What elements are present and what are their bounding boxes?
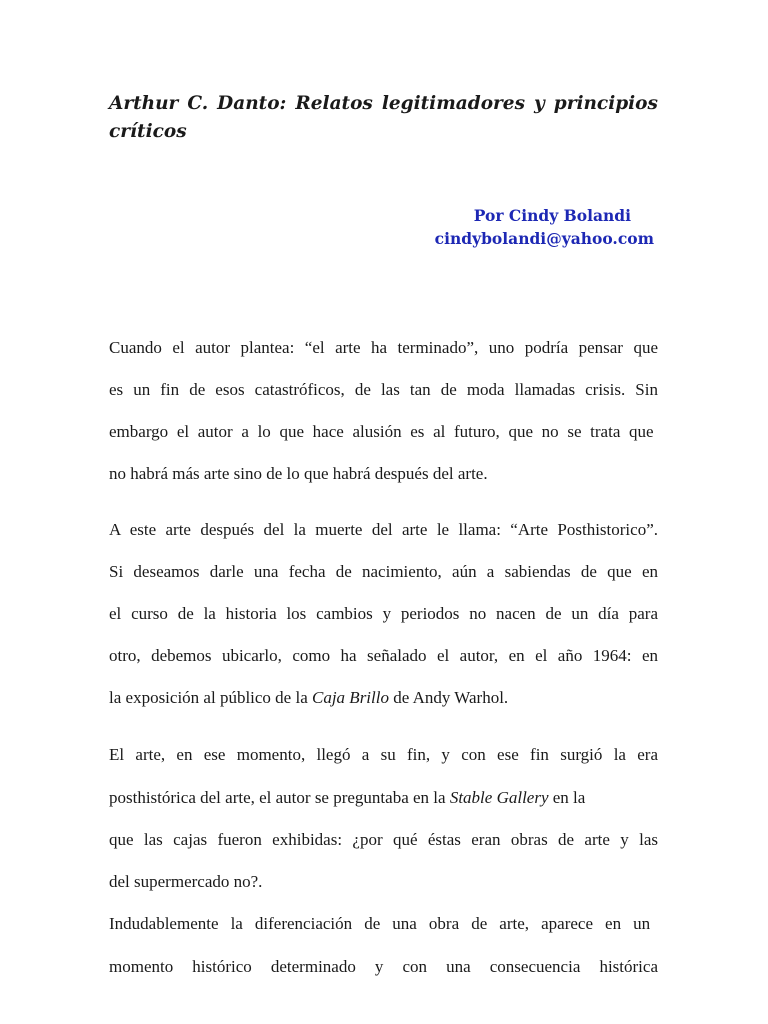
paragraph-line: otro, debemos ubicarlo, como ha señalado el autor, en el año 1964: en [109,646,658,665]
author-name: Por Cindy Bolandi [473,206,631,225]
paragraph-line: es un fin de esos catastróficos, de las tan de moda llamadas crisis. Sin [109,380,658,399]
document-title [109,90,658,146]
paragraph-line: embargo el autor a lo que hace alusión es al futuro, que no se trata que [109,422,654,441]
paragraph-line: no habrá más arte sino de lo que habrá después del arte. [109,464,488,483]
artwork-title: Caja Brillo [312,688,389,707]
title-line-2: críticos [109,121,187,142]
paragraph-line: El arte, en ese momento, llegó a su fin, y con ese fin surgió la era [109,745,658,764]
gallery-name: Stable Gallery [449,788,549,807]
title-word: Arthur [109,93,179,114]
paragraph-line: el curso de la historia los cambios y periodos no nacen de un día para [109,604,658,623]
title-word: Relatos [295,93,373,114]
author-email[interactable]: cindybolandi@yahoo.com [434,229,654,248]
paragraph-line: del supermercado no?. [109,872,263,891]
paragraph-line [109,786,658,810]
paragraph-line: Si deseamos darle una fecha de nacimiento, aún a sabiendas de que en [109,562,658,581]
text-run: posthistórica del arte, el autor se preguntaba en la [109,788,450,807]
paragraph-line: momento histórico determinado y con una consecuencia histórica [109,957,658,976]
paragraph-line: A este arte después del la muerte del arte le llama: “Arte Posthistorico”. [109,520,658,539]
title-word: Danto: [217,93,287,114]
paragraph-line [109,686,658,710]
paragraph-line: Indudablemente la diferenciación de una obra de arte, aparece en un [109,914,651,933]
text-run: en la [548,788,586,807]
text-run: de Andy Warhol. [388,688,509,707]
text-run: la exposición al público de la [109,688,312,707]
title-line-1 [109,90,658,118]
title-word: y [534,93,545,114]
title-word: principios [553,93,658,114]
paragraph-line: que las cajas fueron exhibidas: ¿por qué éstas eran obras de arte y las [109,830,658,849]
title-word: C. [187,93,209,114]
author-block [400,204,657,250]
title-word: legitimadores [381,93,525,114]
paragraph-line: Cuando el autor plantea: “el arte ha terminado”, uno podría pensar que [109,338,658,357]
